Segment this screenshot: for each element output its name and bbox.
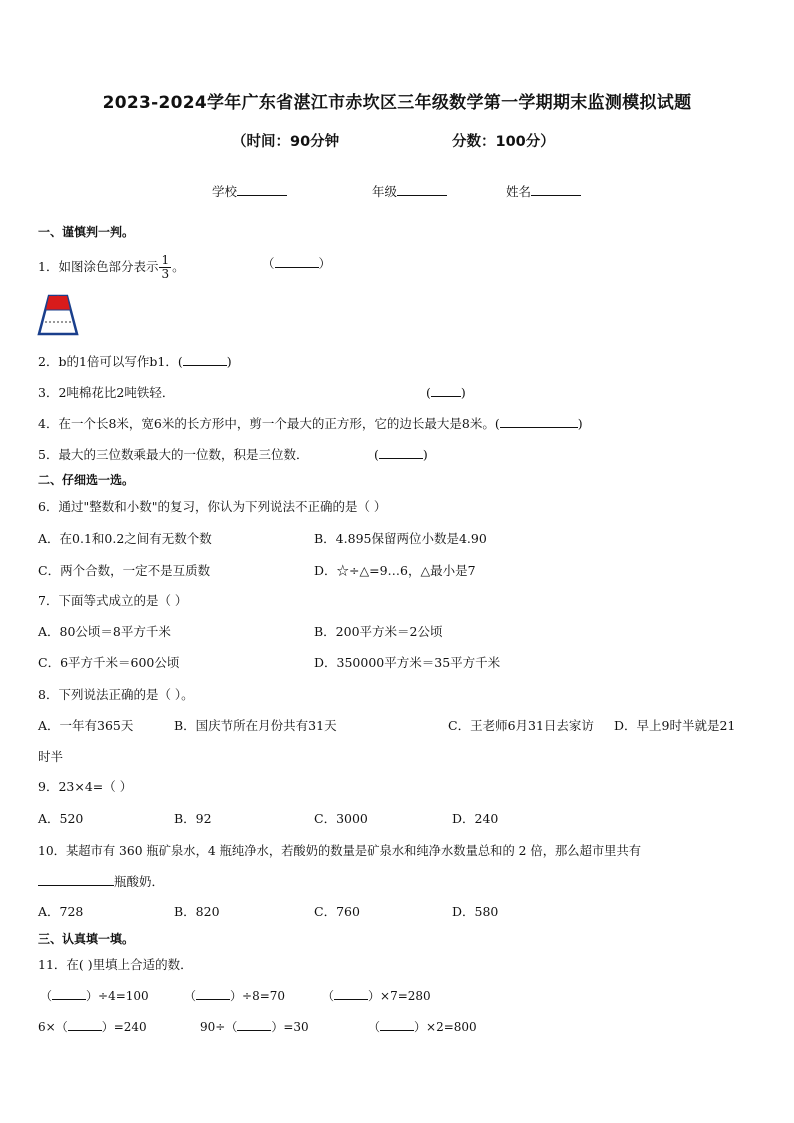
- question-5: 5．最大的三位数乘最大的一位数，积是三位数．: [38, 447, 309, 462]
- q11-blank-2[interactable]: [196, 999, 230, 1000]
- q8-option-b[interactable]: B．国庆节所在月份共有31天: [174, 718, 337, 733]
- question-10: 10．某超市有 360 瓶矿泉水，4 瓶纯净水，若酸奶的数量是矿泉水和纯净水数量总和的 2 倍，那么超市里共有: [38, 844, 642, 858]
- question-1: 1．如图涂色部分表示 $\frac{1}{3}$ 。: [38, 253, 185, 281]
- q7-option-a[interactable]: A．80公顷＝8平方千米: [38, 624, 171, 639]
- name-label: 姓名: [506, 184, 532, 199]
- q11-expr-4: 6×（ ）=240: [38, 1020, 147, 1034]
- question-2: 2．b的1倍可以写作b1．( ): [38, 354, 232, 369]
- q8-option-d-cont: 时半: [38, 749, 64, 764]
- answer-blank-10[interactable]: [38, 885, 114, 886]
- q10-option-a[interactable]: A．728: [38, 904, 84, 919]
- answer-blank-5[interactable]: ( ): [374, 447, 428, 462]
- q9-option-a[interactable]: A．520: [38, 811, 84, 826]
- answer-blank-3[interactable]: ( ): [426, 385, 466, 400]
- q11-blank-3[interactable]: [334, 999, 368, 1000]
- school-field[interactable]: [212, 182, 287, 200]
- q9-option-b[interactable]: B．92: [174, 811, 212, 826]
- q10-option-b[interactable]: B．820: [174, 904, 220, 919]
- school-label: 学校: [212, 184, 238, 199]
- question-6: 6．通过"整数和小数"的复习，你认为下列说法不正确的是（ ）: [38, 499, 387, 514]
- q11-blank-5[interactable]: [237, 1030, 271, 1031]
- q6-option-c[interactable]: C．两个合数，一定不是互质数: [38, 563, 211, 578]
- grade-blank[interactable]: [397, 195, 447, 196]
- q11-blank-1[interactable]: [52, 999, 86, 1000]
- q9-option-d[interactable]: D．240: [452, 811, 499, 826]
- question-9: 9．23×4=（ ）: [38, 779, 133, 794]
- question-8: 8．下列说法正确的是（ ）。: [38, 687, 194, 702]
- q6-option-a[interactable]: A．在0.1和0.2之间有无数个数: [38, 531, 212, 546]
- q11-blank-6[interactable]: [380, 1030, 414, 1031]
- triangle-figure: [36, 292, 80, 338]
- question-3: 3．2吨棉花比2吨铁轻．: [38, 385, 175, 400]
- q11-expr-2: （ ）÷8=70: [184, 989, 286, 1003]
- q7-option-d[interactable]: D．350000平方米＝35平方千米: [314, 655, 501, 670]
- q10-option-d[interactable]: D．580: [452, 904, 499, 919]
- question-7: 7．下面等式成立的是（ ）: [38, 593, 188, 608]
- section1-heading: 一、谨慎判一判。: [38, 225, 135, 239]
- q6-option-d[interactable]: D．☆÷△=9…6，△最小是7: [314, 563, 476, 578]
- q8-option-a[interactable]: A．一年有365天: [38, 718, 134, 733]
- exam-score: 分数：100分）: [452, 134, 555, 150]
- question-4: 4．在一个长8米，宽6米的长方形中，剪一个最大的正方形，它的边长最大是8米。( ): [38, 416, 583, 431]
- school-blank[interactable]: [237, 195, 287, 196]
- name-field[interactable]: [506, 182, 581, 200]
- q10-option-c[interactable]: C．760: [314, 904, 360, 919]
- q11-expr-1: （ ）÷4=100: [40, 989, 149, 1003]
- answer-blank-2[interactable]: [183, 365, 227, 366]
- q11-expr-6: （ ）×2=800: [368, 1020, 477, 1034]
- section3-heading: 三、认真填一填。: [38, 932, 135, 946]
- q7-option-c[interactable]: C．6平方千米＝600公顷: [38, 655, 180, 670]
- q9-option-c[interactable]: C．3000: [314, 811, 368, 826]
- question-11: 11．在( )里填上合适的数．: [38, 957, 193, 972]
- exam-title: 2023-2024学年广东省湛江市赤坎区三年级数学第一学期期末监测模拟试题: [102, 93, 692, 113]
- answer-blank-1[interactable]: （ ）: [262, 256, 332, 271]
- grade-field[interactable]: [372, 182, 447, 200]
- q11-blank-4[interactable]: [68, 1030, 102, 1031]
- q8-option-c[interactable]: C．王老师6月31日去家访: [448, 718, 594, 733]
- q7-option-b[interactable]: B．200平方米＝2公顷: [314, 624, 443, 639]
- q11-expr-5: 90÷（ ）=30: [200, 1020, 309, 1034]
- answer-blank-4[interactable]: [500, 427, 578, 428]
- q6-option-b[interactable]: B．4.895保留两位小数是4.90: [314, 531, 487, 546]
- grade-label: 年级: [372, 184, 398, 199]
- exam-time: （时间：90分钟: [232, 134, 340, 150]
- q8-option-d[interactable]: D．早上9时半就是21: [614, 718, 736, 733]
- fraction: $\frac{1}{3}$: [161, 253, 170, 281]
- name-blank[interactable]: [531, 195, 581, 196]
- q11-expr-3: （ ）×7=280: [322, 989, 431, 1003]
- question-10-cont: 瓶酸奶．: [38, 874, 164, 890]
- section2-heading: 二、仔细选一选。: [38, 473, 135, 487]
